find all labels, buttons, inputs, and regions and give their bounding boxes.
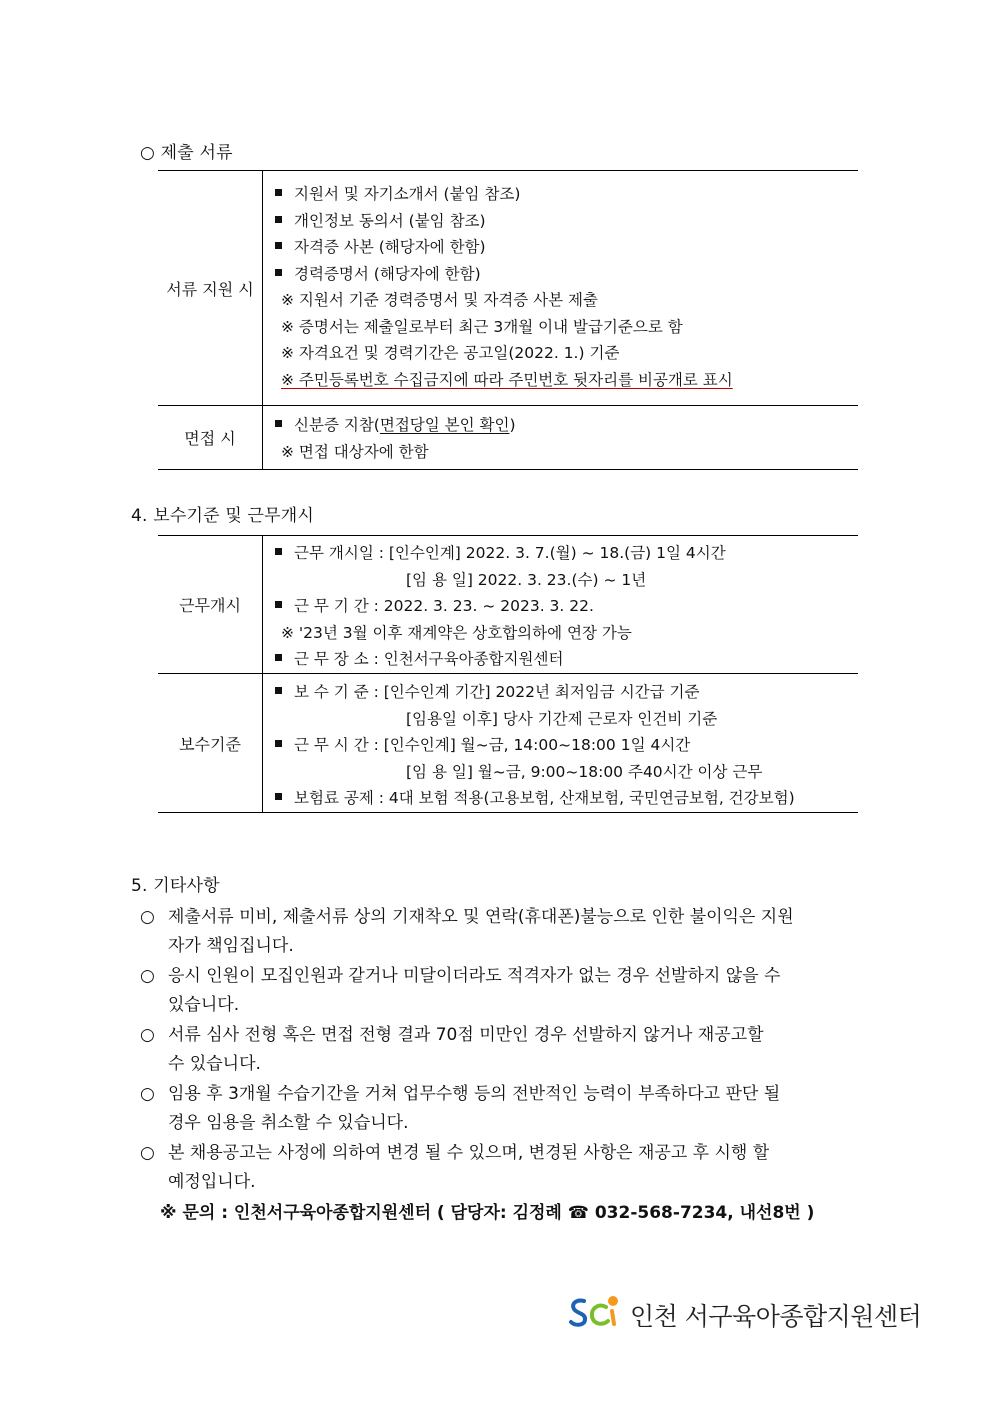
docs-bullet: 지원서 및 자기소개서 (붙임 참조)	[263, 181, 858, 208]
docs-heading: ○ 제출 서류	[140, 143, 233, 163]
circle-bullet-icon: ○	[140, 1084, 155, 1104]
pay-heading: 4. 보수기준 및 근무개시	[131, 506, 315, 526]
start-line: [임 용 일] 2022. 3. 23.(수) ~ 1년	[406, 570, 647, 589]
docs-note: ※ 면접 대상자에 한함	[281, 442, 429, 461]
etc-item: ○ 제출서류 미비, 제출서류 상의 기재착오 및 연락(휴대폰)불능으로 인한 불이익은 지원 자가 책임집니다.	[140, 903, 858, 961]
pay-line: 보 수 기 준 : [인수인계 기간] 2022년 최저임금 시간급 기준	[263, 679, 858, 706]
circle-bullet-icon: ○	[140, 966, 155, 986]
logo-text: 인천 서구육아종합지원센터	[630, 1302, 922, 1331]
circle-bullet-icon: ○	[140, 907, 155, 927]
docs-row-label-interview: 면접 시	[158, 406, 263, 470]
etc-item: ○ 임용 후 3개월 수습기간을 거쳐 업무수행 등의 전반적인 능력이 부족하다고 판단 될 경우 임용을 취소할 수 있습니다.	[140, 1080, 858, 1138]
circle-bullet-icon: ○	[140, 1025, 155, 1045]
square-bullet-icon	[275, 654, 282, 661]
square-bullet-icon	[275, 548, 282, 555]
docs-bullet: 개인정보 동의서 (붙임 참조)	[263, 208, 858, 235]
square-bullet-icon	[275, 740, 282, 747]
start-line: 근 무 장 소 : 인천서구육아종합지원센터	[263, 646, 858, 673]
pay-line: 근 무 시 간 : [인수인계] 월~금, 14:00~18:00 1일 4시간	[263, 732, 858, 759]
start-note: ※ '23년 3월 이후 재계약은 상호합의하에 연장 가능	[281, 623, 632, 642]
docs-note: ※ 지원서 기준 경력증명서 및 자격증 사본 제출	[281, 291, 598, 309]
circle-bullet-icon: ○	[140, 1143, 155, 1163]
etc-item: ○ 본 채용공고는 사정에 의하여 변경 될 수 있으며, 변경된 사항은 재공고 후 시행 할 예정입니다.	[140, 1139, 858, 1197]
pay-table	[158, 535, 858, 813]
center-logo-icon	[568, 1293, 626, 1333]
square-bullet-icon	[275, 420, 282, 427]
square-bullet-icon	[275, 242, 282, 249]
docs-note: ※ 자격요건 및 경력기간은 공고일(2022. 1.) 기준	[281, 344, 620, 362]
docs-bullet: 자격증 사본 (해당자에 한함)	[263, 234, 858, 261]
square-bullet-icon	[275, 269, 282, 276]
start-line: 근무 개시일 : [인수인계] 2022. 3. 7.(월) ~ 18.(금) 1일 4시간	[263, 540, 858, 567]
square-bullet-icon	[275, 189, 282, 196]
etc-item: ○ 응시 인원이 모집인원과 같거나 미달이더라도 적격자가 없는 경우 선발하지 않을 수 있습니다.	[140, 962, 858, 1020]
etc-item: ○ 서류 심사 전형 혹은 면접 전형 결과 70점 미만인 경우 선발하지 않거나 재공고할 수 있습니다.	[140, 1021, 858, 1079]
pay-line: [임용일 이후] 당사 기간제 근로자 인건비 기준	[406, 709, 718, 728]
docs-note-red: ※ 주민등록번호 수집금지에 따라 주민번호 뒷자리를 비공개로 표시	[281, 370, 733, 389]
docs-row-label-apply: 서류 지원 시	[158, 171, 263, 406]
contact-line: ※ 문의 : 인천서구육아종합지원센터 ( 담당자: 김정례 ☎ 032-568-7234, 내선8번 )	[160, 1203, 815, 1223]
start-line: 근 무 기 간 : 2022. 3. 23. ~ 2023. 3. 22.	[263, 593, 858, 620]
square-bullet-icon	[275, 687, 282, 694]
pay-line: 보험료 공제 : 4대 보험 적용(고용보험, 산재보험, 국민연금보험, 건강보험)	[263, 785, 858, 812]
docs-bullet: 경력증명서 (해당자에 한함)	[263, 261, 858, 288]
square-bullet-icon	[275, 601, 282, 608]
docs-bullet: 신분증 지참(면접당일 본인 확인)	[263, 412, 858, 439]
footer-logo	[568, 1291, 922, 1335]
etc-heading: 5. 기타사항	[131, 876, 220, 896]
square-bullet-icon	[275, 216, 282, 223]
pay-row-label-pay: 보수기준	[158, 674, 263, 813]
docs-table	[158, 170, 858, 470]
docs-note: ※ 증명서는 제출일로부터 최근 3개월 이내 발급기준으로 함	[281, 317, 683, 336]
pay-row-label-start: 근무개시	[158, 536, 263, 674]
pay-line: [임 용 일] 월~금, 9:00~18:00 주40시간 이상 근무	[406, 762, 763, 781]
square-bullet-icon	[275, 793, 282, 800]
